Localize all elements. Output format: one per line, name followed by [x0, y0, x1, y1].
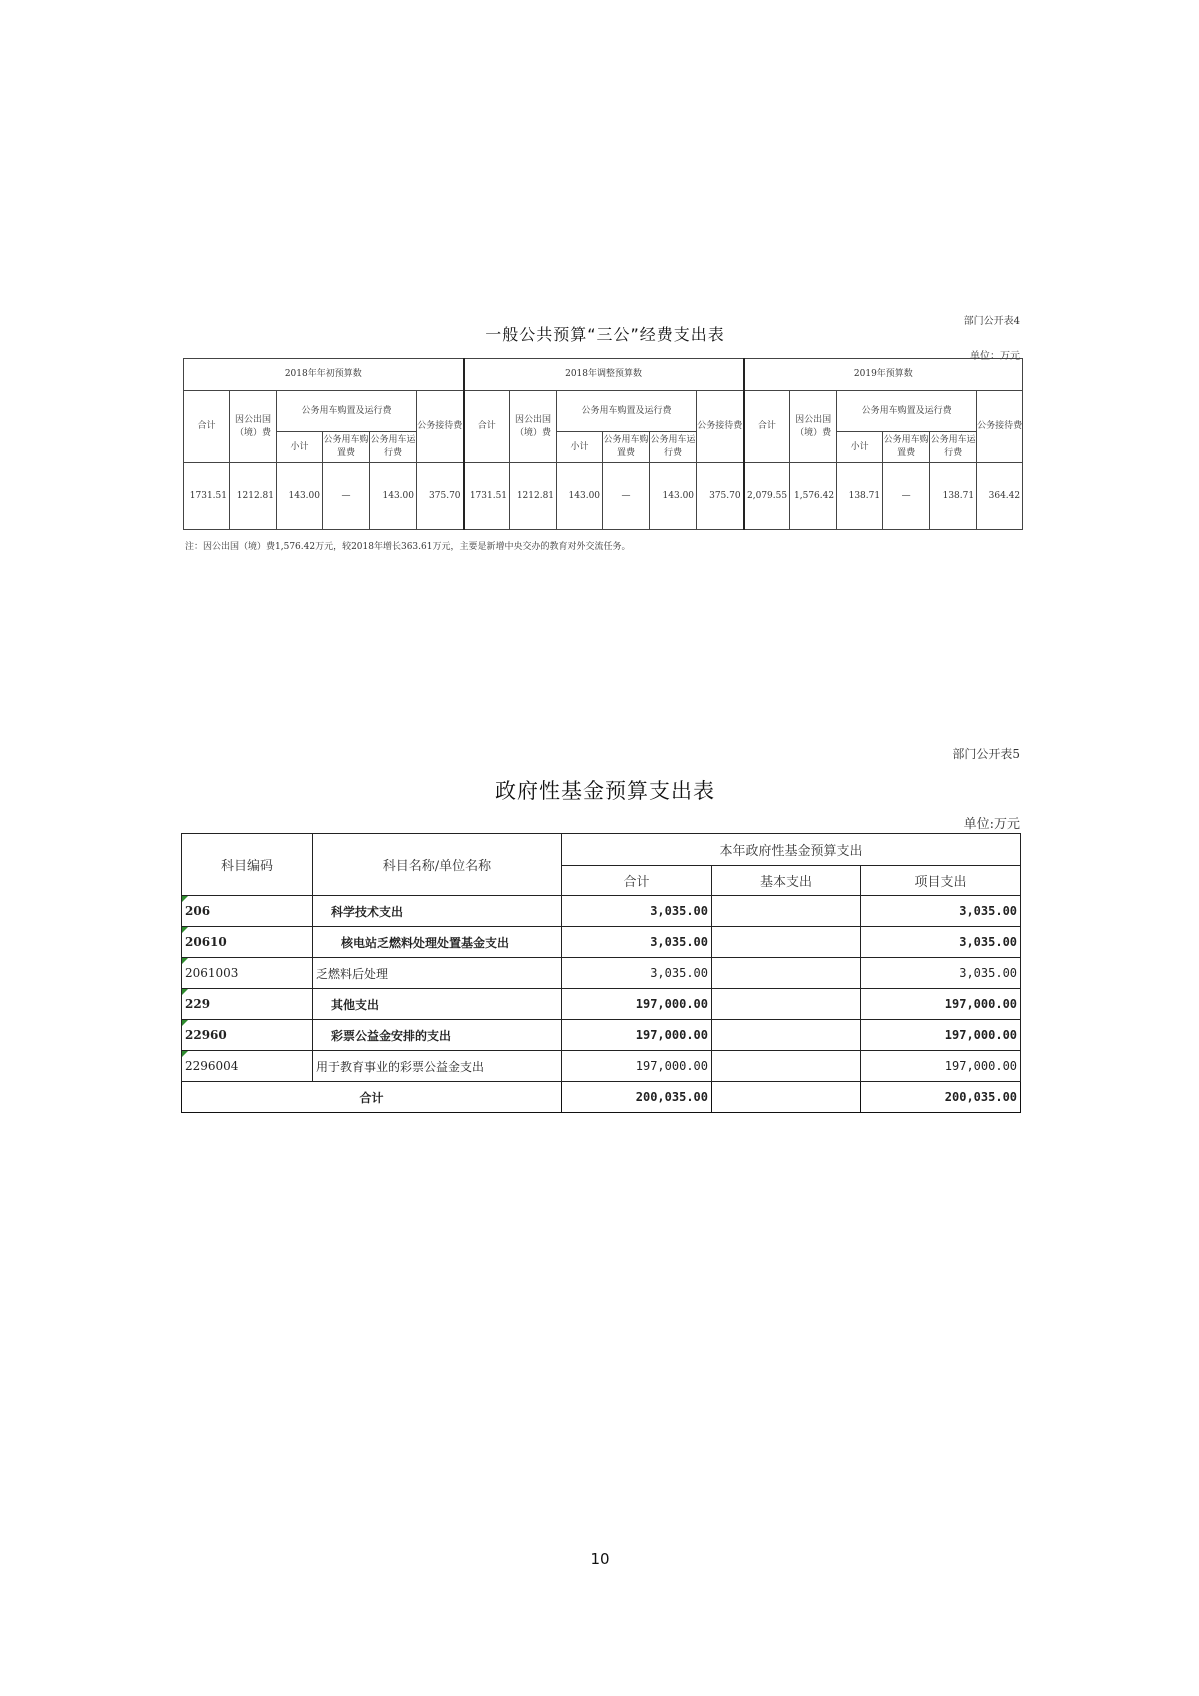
cell-code: 20610 — [182, 927, 313, 958]
cell-basic — [712, 989, 861, 1020]
col-running: 公务用车运行费 — [370, 432, 417, 463]
cell-project: 3,035.00 — [861, 958, 1021, 989]
col-vehicle: 公务用车购置及运行费 — [557, 391, 697, 432]
cell-name: 核电站乏燃料处理处置基金支出 — [313, 927, 562, 958]
col-basic: 基本支出 — [712, 866, 861, 896]
col-reception: 公务接待费 — [417, 391, 464, 463]
col-subtotal: 小计 — [837, 432, 883, 463]
cell: 143.00 — [277, 463, 323, 530]
cell: 375.70 — [417, 463, 464, 530]
col-running: 公务用车运行费 — [930, 432, 977, 463]
col-purchase: 公务用车购置费 — [883, 432, 930, 463]
group-header-2018-initial: 2018年年初预算数 — [184, 359, 464, 391]
col-name: 科目名称/单位名称 — [313, 834, 562, 896]
cell: — — [323, 463, 370, 530]
cell: 143.00 — [650, 463, 697, 530]
col-group: 本年政府性基金预算支出 — [562, 834, 1021, 866]
table-row — [182, 1020, 1021, 1051]
table5-title: 政府性基金预算支出表 — [495, 779, 715, 803]
table-row — [182, 927, 1021, 958]
cell-basic — [712, 927, 861, 958]
cell-code: 206 — [182, 896, 313, 927]
cell-total: 197,000.00 — [562, 989, 712, 1020]
cell-total: 3,035.00 — [562, 927, 712, 958]
cell-basic — [712, 1020, 861, 1051]
cell-project: 197,000.00 — [861, 1020, 1021, 1051]
cell: 1212.81 — [230, 463, 277, 530]
cell: 138.71 — [930, 463, 977, 530]
cell-code: 22960 — [182, 1020, 313, 1051]
table5-unit: 单位:万元 — [963, 817, 1020, 832]
group-header-2019: 2019年预算数 — [744, 359, 1023, 391]
table5-tag: 部门公开表5 — [952, 747, 1020, 761]
col-reception: 公务接待费 — [977, 391, 1023, 463]
total-amount: 200,035.00 — [562, 1082, 712, 1113]
col-project: 项目支出 — [861, 866, 1021, 896]
cell-name: 科学技术支出 — [313, 896, 562, 927]
col-subtotal: 小计 — [277, 432, 323, 463]
cell-code: 2061003 — [182, 958, 313, 989]
col-abroad: 因公出国（境）费 — [510, 391, 557, 463]
cell: 143.00 — [557, 463, 603, 530]
cell-total: 197,000.00 — [562, 1020, 712, 1051]
flag-icon — [182, 896, 188, 902]
col-total: 合计 — [744, 391, 790, 463]
government-fund-table — [181, 833, 1021, 1113]
col-abroad: 因公出国（境）费 — [790, 391, 837, 463]
flag-icon — [182, 989, 188, 995]
cell-total: 3,035.00 — [562, 896, 712, 927]
col-purchase: 公务用车购置费 — [323, 432, 370, 463]
cell-basic — [712, 958, 861, 989]
flag-icon — [182, 927, 188, 933]
col-running: 公务用车运行费 — [650, 432, 697, 463]
cell: 2,079.55 — [744, 463, 790, 530]
cell: 1731.51 — [184, 463, 230, 530]
col-vehicle: 公务用车购置及运行费 — [837, 391, 977, 432]
cell: 143.00 — [370, 463, 417, 530]
col-abroad: 因公出国（境）费 — [230, 391, 277, 463]
col-total: 合计 — [184, 391, 230, 463]
col-vehicle: 公务用车购置及运行费 — [277, 391, 417, 432]
cell-basic — [712, 896, 861, 927]
col-total: 合计 — [464, 391, 510, 463]
flag-icon — [182, 1051, 188, 1057]
flag-icon — [182, 1020, 188, 1026]
cell-name: 其他支出 — [313, 989, 562, 1020]
cell-project: 197,000.00 — [861, 989, 1021, 1020]
col-reception: 公务接待费 — [697, 391, 744, 463]
table-row — [182, 896, 1021, 927]
table-row — [182, 958, 1021, 989]
col-purchase: 公务用车购置费 — [603, 432, 650, 463]
flag-icon — [182, 958, 188, 964]
cell: 375.70 — [697, 463, 744, 530]
col-total: 合计 — [562, 866, 712, 896]
cell: 1731.51 — [464, 463, 510, 530]
cell-total: 3,035.00 — [562, 958, 712, 989]
col-code: 科目编码 — [182, 834, 313, 896]
cell-basic — [712, 1051, 861, 1082]
three-public-expenses-table — [183, 358, 1023, 530]
total-project: 200,035.00 — [861, 1082, 1021, 1113]
table4-unit: 单位：万元 — [970, 351, 1020, 362]
cell-code: 229 — [182, 989, 313, 1020]
total-basic — [712, 1082, 861, 1113]
page-number: 10 — [590, 1550, 610, 1568]
table4-tag: 部门公开表4 — [963, 316, 1020, 327]
cell-name: 用于教育事业的彩票公益金支出 — [313, 1051, 562, 1082]
cell: 1212.81 — [510, 463, 557, 530]
table-row — [182, 989, 1021, 1020]
col-subtotal: 小计 — [557, 432, 603, 463]
cell-project: 197,000.00 — [861, 1051, 1021, 1082]
cell-name: 乏燃料后处理 — [313, 958, 562, 989]
cell-code: 2296004 — [182, 1051, 313, 1082]
cell: 138.71 — [837, 463, 883, 530]
cell-project: 3,035.00 — [861, 896, 1021, 927]
cell: — — [883, 463, 930, 530]
cell: 364.42 — [977, 463, 1023, 530]
total-row — [182, 1082, 1021, 1113]
table4-title: 一般公共预算“三公”经费支出表 — [485, 325, 725, 344]
group-header-2018-adjusted: 2018年调整预算数 — [464, 359, 744, 391]
cell: — — [603, 463, 650, 530]
cell: 1,576.42 — [790, 463, 837, 530]
total-label: 合计 — [182, 1082, 562, 1113]
cell-name: 彩票公益金安排的支出 — [313, 1020, 562, 1051]
table-row — [184, 463, 1023, 530]
cell-project: 3,035.00 — [861, 927, 1021, 958]
table4-note: 注：因公出国（境）费1,576.42万元，较2018年增长363.61万元，主要是新增中央交办的教育对外交流任务。 — [185, 542, 631, 552]
cell-total: 197,000.00 — [562, 1051, 712, 1082]
table-row — [182, 1051, 1021, 1082]
